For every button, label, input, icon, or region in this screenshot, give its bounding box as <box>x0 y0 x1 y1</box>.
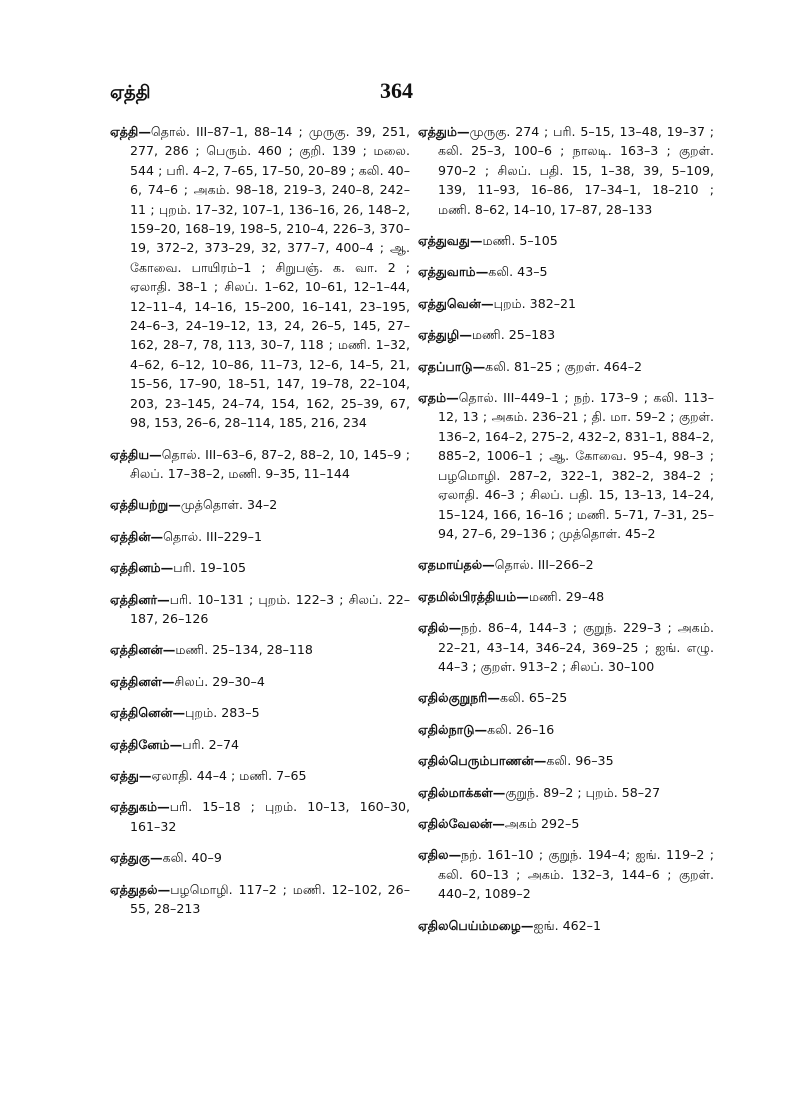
index-entry <box>110 766 410 785</box>
entry-headword: ஏதம்— <box>418 390 459 406</box>
entry-references: கலி. 43–5 <box>488 264 548 280</box>
running-head: ஏத்தி <box>110 82 151 103</box>
entry-headword: ஏத்து— <box>110 767 152 783</box>
entry-headword: ஏத்துழி— <box>418 327 472 343</box>
index-entry <box>110 558 410 577</box>
entry-headword: ஏதில— <box>418 847 462 863</box>
entry-references: பழமொழி. 117–2 ; மணி. 12–102, 26–55, 28–213 <box>130 881 410 916</box>
index-entry <box>110 735 410 754</box>
entry-headword: ஏத்துகு— <box>110 850 163 866</box>
entry-headword: ஏத்தினர்— <box>110 591 170 607</box>
index-entry <box>418 357 714 376</box>
entry-references: நற். 86–4, 144–3 ; குறுந். 229–3 ; அகம். 22–21, 43–14, 346–24, 369–25 ; ஐங். எழு. 44–3 ; குறள். 913–2 ; சிலப். 30–100 <box>438 620 714 674</box>
entry-headword: ஏத்தினேம்— <box>110 736 183 752</box>
index-entry <box>418 555 714 574</box>
entry-headword: ஏத்துவென்— <box>418 295 494 311</box>
entry-references: பரி. 19–105 <box>173 560 247 576</box>
index-column-right <box>418 122 714 947</box>
index-entry <box>110 445 410 484</box>
entry-references: கலி. 81–25 ; குறள். 464–2 <box>485 358 643 374</box>
entry-headword: ஏதிலபெய்ம்மழை— <box>418 917 534 933</box>
entry-headword: ஏதில்வேலன்— <box>418 815 505 831</box>
entry-headword: ஏதில்மாக்கள்— <box>418 784 506 800</box>
entry-references: மணி. 25–183 <box>471 327 556 343</box>
index-entry <box>418 720 714 739</box>
index-entry <box>418 751 714 770</box>
entry-references: தொல். III–87–1, 88–14 ; முருகு. 39, 251, 277, 286 ; பெரும். 460 ; குறி. 139 ; மலை. 544 ; பரி. 4–2, 7–65, 17–50, 20–89 ; கலி. 40–6, 74–6 ; அகம். 98–18, 219–3, 240–8, 242–11 ; புறம். 17–32, 107–1, 136–16, 26, 148–2, 159–20, 168–19, 198–5, 210–4, 226–3, 370–19, 372–2, 373–29, 32, 377–7, 400–4 ; ஆ. கோவை. பாயிரம்–1 ; சிறுபஞ். க. வா. 2 ; ஏலாதி. 38–1 ; சிலப். 1–62, 10–61, 12–1–44, 12–11–4, 14–16, 15–200, 16–141, 23–195, 24–6–3, 24–19–12, 13, 24, 26–5, 145, 27–162, 28–7, 78, 113, 30–7, 118 ; மணி. 1–32, 4–62, 6–12, 10–86, 11–73, 12–6, 14–5, 21, 15–56, 17–90, 18–51, 147, 19–78, 22–104, 203, 23–145, 24–74, 154, 162, 25–39, 67, 98, 153, 26–6, 28–114, 185, 216, 234 <box>130 124 410 431</box>
entry-headword: ஏதமாய்தல்— <box>418 557 495 573</box>
index-entry <box>418 688 714 707</box>
entry-references: மணி. 5–105 <box>482 233 558 249</box>
entry-references: புறம். 382–21 <box>493 295 577 311</box>
index-entry <box>110 797 410 836</box>
index-entry <box>418 618 714 676</box>
entry-references: புறம். 283–5 <box>185 705 260 721</box>
entry-references: முத்தொள். 34–2 <box>180 497 278 513</box>
index-entry <box>110 122 410 433</box>
entry-references: கலி. 96–35 <box>546 753 614 769</box>
index-entry <box>110 672 410 691</box>
entry-references: ஐங். 462–1 <box>533 917 601 933</box>
entry-headword: ஏத்தினென்— <box>110 705 186 721</box>
index-entry <box>110 590 410 629</box>
entry-references: கலி. 40–9 <box>162 850 222 866</box>
page-header <box>0 78 800 108</box>
entry-headword: ஏதில்நாடு— <box>418 721 488 737</box>
entry-headword: ஏத்துவது— <box>418 233 483 249</box>
index-entry <box>418 783 714 802</box>
index-entry <box>418 294 714 313</box>
index-entry <box>418 325 714 344</box>
entry-headword: ஏதில்குறுநரி— <box>418 690 500 706</box>
index-entry <box>110 703 410 722</box>
entry-references: குறுந். 89–2 ; புறம். 58–27 <box>505 784 661 800</box>
index-entry <box>418 388 714 543</box>
index-entry <box>418 916 714 935</box>
entry-references: மணி. 25–134, 28–118 <box>175 642 313 658</box>
entry-references: தொல். III–229–1 <box>163 528 262 544</box>
entry-headword: ஏத்துவாம்— <box>418 264 489 280</box>
entry-references: கலி. 65–25 <box>499 690 568 706</box>
index-entry <box>418 231 714 250</box>
entry-headword: ஏத்தினன்— <box>110 642 176 658</box>
entry-headword: ஏதமில்பிரத்தியம்— <box>418 588 529 604</box>
index-entry <box>110 880 410 919</box>
index-entry <box>110 495 410 514</box>
index-entry <box>110 527 410 546</box>
index-entry <box>110 848 410 867</box>
entry-headword: ஏதில்— <box>418 620 462 636</box>
entry-headword: ஏதப்பாடு— <box>418 358 486 374</box>
entry-references: தொல். III–63–6, 87–2, 88–2, 10, 145–9 ; சிலப். 17–38–2, மணி. 9–35, 11–144 <box>130 446 410 481</box>
index-entry <box>418 587 714 606</box>
entry-headword: ஏத்திய— <box>110 446 162 462</box>
entry-headword: ஏத்தியற்று— <box>110 497 181 513</box>
entry-references: கலி. 26–16 <box>487 721 555 737</box>
entry-headword: ஏத்தி— <box>110 124 151 139</box>
entry-references: அகம் 292–5 <box>504 815 580 831</box>
entry-references: மணி. 29–48 <box>528 588 605 604</box>
entry-headword: ஏத்தினள்— <box>110 673 175 689</box>
entry-headword: ஏத்தின்— <box>110 528 164 544</box>
index-entry <box>418 262 714 281</box>
entry-references: பரி. 10–131 ; புறம். 122–3 ; சிலப். 22–187, 26–126 <box>130 591 410 626</box>
index-entry <box>110 640 410 659</box>
entry-headword: ஏத்துதல்— <box>110 881 171 897</box>
entry-headword: ஏத்தும்— <box>418 124 470 139</box>
entry-references: முருகு. 274 ; பரி. 5–15, 13–48, 19–37 ; கலி. 25–3, 100–6 ; நாலடி. 163–3 ; குறள். 970–2 ; சிலப். பதி. 15, 1–38, 39, 5–109, 139, 11–93, 16–86, 17–34–1, 18–210 ; மணி. 8–62, 14–10, 17–87, 28–133 <box>438 124 714 217</box>
entry-references: தொல். III–266–2 <box>494 557 594 573</box>
entry-references: சிலப். 29–30–4 <box>174 673 265 689</box>
entry-headword: ஏத்தினம்— <box>110 560 174 576</box>
entry-references: தொல். III–449–1 ; நற். 173–9 ; கலி. 113–12, 13 ; அகம். 236–21 ; தி. மா. 59–2 ; குறள். 136–2, 164–2, 275–2, 432–2, 831–1, 884–2, 885–2, 1006–1 ; ஆ. கோவை. 95–4, 98–3 ; பழமொழி. 287–2, 322–1, 382–2, 384–2 ; ஏலாதி. 46–3 ; சிலப். பதி. 15, 13–13, 14–24, 15–124, 166, 16–16 ; மணி. 5–71, 7–31, 25–94, 27–6, 29–136 ; முத்தொள். 45–2 <box>438 390 714 541</box>
entry-headword: ஏத்துகம்— <box>110 799 170 815</box>
page-number: 364 <box>380 78 413 103</box>
entry-headword: ஏதில்பெரும்பாணன்— <box>418 753 547 769</box>
index-entry <box>418 845 714 903</box>
entry-references: ஏலாதி. 44–4 ; மணி. 7–65 <box>151 767 307 783</box>
entry-references: பரி. 2–74 <box>182 736 239 752</box>
index-column-left <box>110 122 410 930</box>
index-entry <box>418 814 714 833</box>
entry-references: நற். 161–10 ; குறுந். 194–4; ஐங். 119–2 ; கலி. 60–13 ; அகம். 132–3, 144–6 ; குறள். 440–2, 1089–2 <box>438 847 714 902</box>
index-entry <box>418 122 714 219</box>
entry-references: பரி. 15–18 ; புறம். 10–13, 160–30, 161–32 <box>130 799 410 834</box>
